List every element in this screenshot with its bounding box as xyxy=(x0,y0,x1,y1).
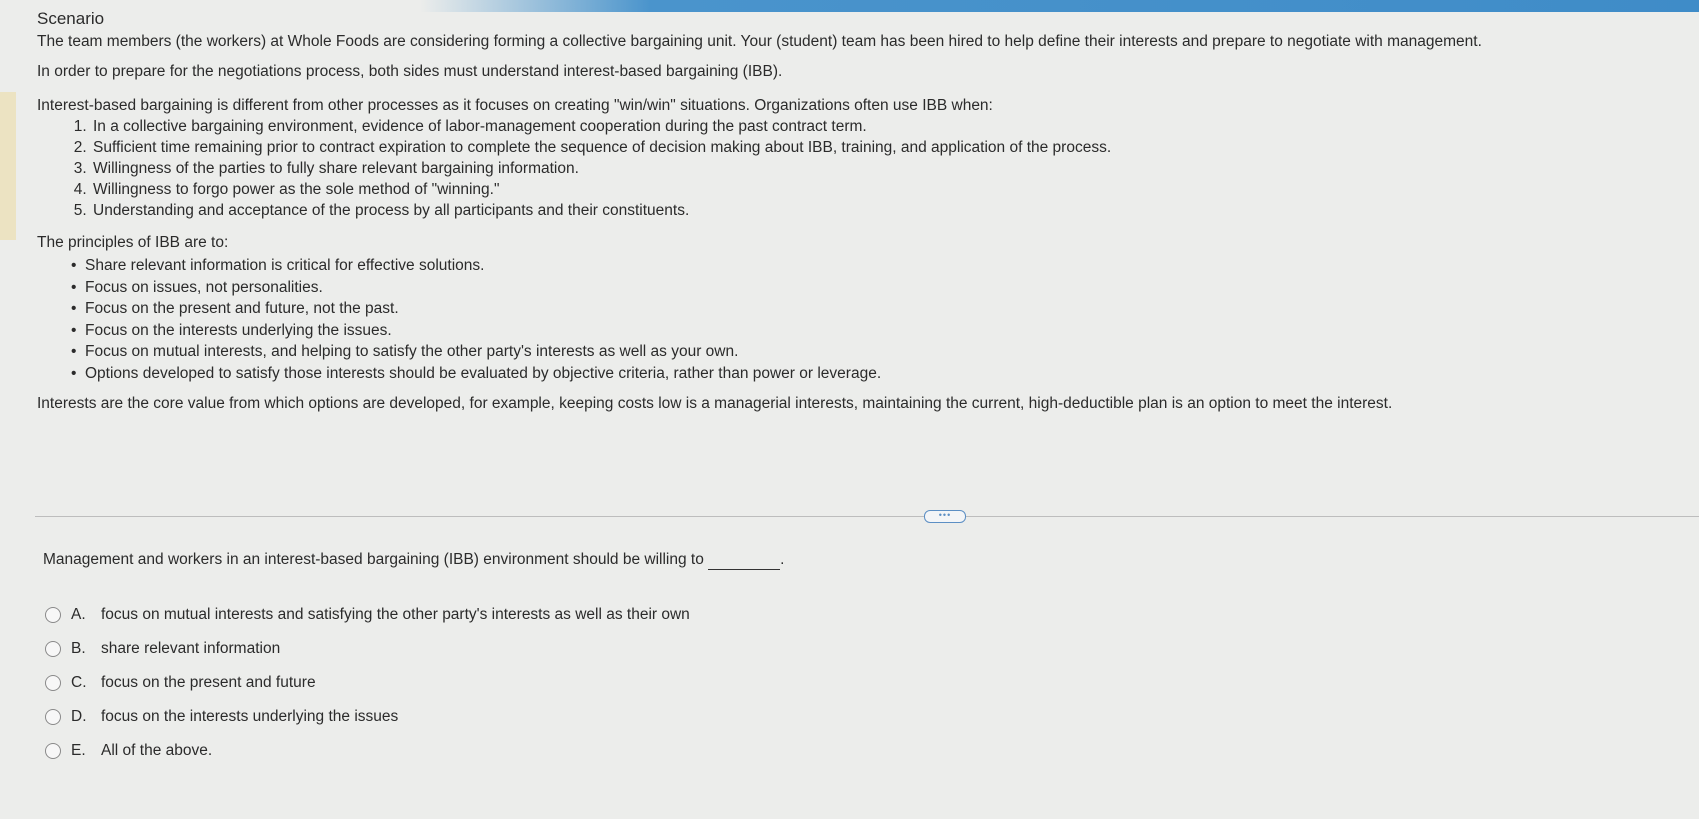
list-item: 3. Willingness of the parties to fully share relevant bargaining information. xyxy=(91,158,1677,179)
option-text: All of the above. xyxy=(101,742,213,759)
question-text: Management and workers in an interest-based bargaining (IBB) environment should be willing to xyxy=(43,551,704,568)
radio-button[interactable] xyxy=(45,709,61,725)
ibb-intro: Interest-based bargaining is different from other processes as it focuses on creating "win/win" situations. Organizations often use IBB when: xyxy=(37,97,993,114)
scenario-prep: In order to prepare for the negotiations process, both sides must understand interest-based bargaining (IBB). xyxy=(37,63,783,80)
list-item: • Focus on issues, not personalities. xyxy=(85,277,1677,299)
question-end-punct: . xyxy=(780,551,785,568)
list-item: • Focus on the interests underlying the issues. xyxy=(85,320,1677,342)
option-b[interactable] xyxy=(45,632,690,666)
option-text: focus on the present and future xyxy=(101,674,316,691)
answer-blank xyxy=(708,553,780,570)
scenario-title: Scenario xyxy=(37,9,105,28)
list-item: 5. Understanding and acceptance of the process by all participants and their constituents. xyxy=(91,200,1677,221)
option-text: focus on mutual interests and satisfying the other party's interests as well as their own xyxy=(101,606,690,623)
scenario-intro: The team members (the workers) at Whole Foods are considering forming a collective bargaining unit. Your (student) team has been hired to help define their interests and prepare to negotiate with management. xyxy=(37,33,1482,50)
radio-button[interactable] xyxy=(45,641,61,657)
ibb-conditions-list xyxy=(37,116,1677,221)
option-letter: E. xyxy=(71,742,86,759)
radio-button[interactable] xyxy=(45,607,61,623)
list-item: 2. Sufficient time remaining prior to contract expiration to complete the sequence of decision making about IBB, training, and application of the process. xyxy=(91,137,1677,158)
option-text: share relevant information xyxy=(101,640,281,657)
interests-note: Interests are the core value from which options are developed, for example, keeping costs low is a managerial interests, maintaining the current, high-deductible plan is an option to meet the interest. xyxy=(37,395,1393,412)
radio-button[interactable] xyxy=(45,743,61,759)
list-item: 1. In a collective bargaining environment, evidence of labor-management cooperation during the past contract term. xyxy=(91,116,1677,137)
principles-list xyxy=(37,255,1677,384)
answer-options xyxy=(45,598,690,768)
left-highlight-strip xyxy=(0,92,16,240)
list-item: • Focus on the present and future, not the past. xyxy=(85,298,1677,320)
option-letter: A. xyxy=(71,606,86,623)
option-text: focus on the interests underlying the issues xyxy=(101,708,399,725)
option-d[interactable] xyxy=(45,700,690,734)
option-letter: C. xyxy=(71,674,87,691)
list-item: • Share relevant information is critical for effective solutions. xyxy=(85,255,1677,277)
scenario-panel xyxy=(37,8,1677,414)
radio-button[interactable] xyxy=(45,675,61,691)
list-item: 4. Willingness to forgo power as the sole method of "winning." xyxy=(91,179,1677,200)
section-divider xyxy=(35,516,1699,517)
principles-title: The principles of IBB are to: xyxy=(37,234,229,251)
option-a[interactable] xyxy=(45,598,690,632)
option-c[interactable] xyxy=(45,666,690,700)
option-letter: D. xyxy=(71,708,87,725)
list-item: • Focus on mutual interests, and helping to satisfy the other party's interests as well as your own. xyxy=(85,341,1677,363)
expand-handle-button[interactable]: ••• xyxy=(924,510,966,523)
option-letter: B. xyxy=(71,640,86,657)
list-item: • Options developed to satisfy those interests should be evaluated by objective criteria, rather than power or leverage. xyxy=(85,363,1677,385)
option-e[interactable] xyxy=(45,734,690,768)
question-prompt xyxy=(43,550,784,570)
